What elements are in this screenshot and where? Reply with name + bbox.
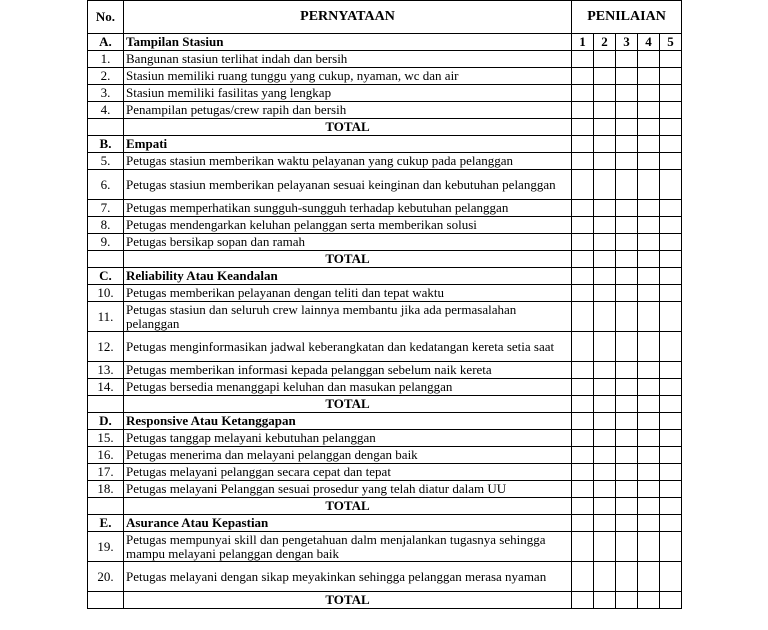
item-statement: Bangunan stasiun terlihat indah dan bersih bbox=[124, 51, 572, 68]
rating-cell[interactable] bbox=[594, 170, 616, 200]
rating-cell[interactable] bbox=[638, 285, 660, 302]
item-number: 18. bbox=[88, 481, 124, 498]
item-statement: Petugas bersikap sopan dan ramah bbox=[124, 234, 572, 251]
rating-cell[interactable] bbox=[572, 234, 594, 251]
header-no: No. bbox=[88, 1, 124, 34]
rating-cell[interactable] bbox=[572, 51, 594, 68]
rating-cell[interactable] bbox=[638, 592, 660, 609]
total-label: TOTAL bbox=[124, 592, 572, 609]
section-letter: C. bbox=[88, 268, 124, 285]
score-label: 4 bbox=[638, 34, 660, 51]
item-statement: Petugas stasiun memberikan waktu pelayanan yang cukup pada pelanggan bbox=[124, 153, 572, 170]
section-row bbox=[88, 34, 682, 51]
rating-cell[interactable] bbox=[616, 515, 638, 532]
rating-cell[interactable] bbox=[660, 396, 682, 413]
item-number: 12. bbox=[88, 332, 124, 362]
rating-cell[interactable] bbox=[594, 217, 616, 234]
rating-cell[interactable] bbox=[638, 268, 660, 285]
rating-cell[interactable] bbox=[660, 481, 682, 498]
total-label: TOTAL bbox=[124, 251, 572, 268]
rating-cell[interactable] bbox=[616, 430, 638, 447]
rating-cell[interactable] bbox=[594, 413, 616, 430]
table-row bbox=[88, 170, 682, 200]
rating-cell[interactable] bbox=[638, 396, 660, 413]
rating-cell[interactable] bbox=[660, 562, 682, 592]
rating-cell[interactable] bbox=[660, 498, 682, 515]
rating-cell[interactable] bbox=[616, 464, 638, 481]
rating-cell[interactable] bbox=[660, 136, 682, 153]
rating-cell[interactable] bbox=[616, 396, 638, 413]
rating-cell[interactable] bbox=[594, 498, 616, 515]
total-blank bbox=[88, 592, 124, 609]
rating-cell[interactable] bbox=[594, 515, 616, 532]
rating-cell[interactable] bbox=[638, 68, 660, 85]
survey-table bbox=[87, 0, 682, 609]
table-row bbox=[88, 200, 682, 217]
rating-cell[interactable] bbox=[572, 396, 594, 413]
rating-cell[interactable] bbox=[660, 234, 682, 251]
total-blank bbox=[88, 251, 124, 268]
table-row bbox=[88, 302, 682, 332]
rating-cell[interactable] bbox=[572, 136, 594, 153]
rating-cell[interactable] bbox=[594, 396, 616, 413]
rating-cell[interactable] bbox=[594, 153, 616, 170]
rating-cell[interactable] bbox=[594, 200, 616, 217]
rating-cell[interactable] bbox=[616, 332, 638, 362]
rating-cell[interactable] bbox=[616, 285, 638, 302]
rating-cell[interactable] bbox=[594, 268, 616, 285]
rating-cell[interactable] bbox=[660, 200, 682, 217]
rating-cell[interactable] bbox=[660, 170, 682, 200]
rating-cell[interactable] bbox=[572, 102, 594, 119]
section-title: Asurance Atau Kepastian bbox=[124, 515, 572, 532]
rating-cell[interactable] bbox=[616, 268, 638, 285]
table-row bbox=[88, 51, 682, 68]
rating-cell[interactable] bbox=[638, 447, 660, 464]
rating-cell[interactable] bbox=[594, 234, 616, 251]
rating-cell[interactable] bbox=[616, 170, 638, 200]
item-number: 15. bbox=[88, 430, 124, 447]
rating-cell[interactable] bbox=[660, 153, 682, 170]
rating-cell[interactable] bbox=[616, 302, 638, 332]
table-header-row bbox=[88, 1, 682, 34]
rating-cell[interactable] bbox=[638, 515, 660, 532]
item-number: 14. bbox=[88, 379, 124, 396]
score-label: 5 bbox=[660, 34, 682, 51]
rating-cell[interactable] bbox=[660, 119, 682, 136]
score-label: 2 bbox=[594, 34, 616, 51]
total-row bbox=[88, 251, 682, 268]
rating-cell[interactable] bbox=[660, 515, 682, 532]
rating-cell[interactable] bbox=[638, 119, 660, 136]
item-statement: Petugas mempunyai skill dan pengetahuan dalm menjalankan tugasnya sehingga mampu melayani pelanggan dengan baik bbox=[124, 532, 572, 562]
item-number: 11. bbox=[88, 302, 124, 332]
rating-cell[interactable] bbox=[572, 447, 594, 464]
rating-cell[interactable] bbox=[572, 498, 594, 515]
score-label: 3 bbox=[616, 34, 638, 51]
rating-cell[interactable] bbox=[594, 102, 616, 119]
rating-cell[interactable] bbox=[660, 332, 682, 362]
rating-cell[interactable] bbox=[660, 532, 682, 562]
item-number: 5. bbox=[88, 153, 124, 170]
rating-cell[interactable] bbox=[594, 302, 616, 332]
rating-cell[interactable] bbox=[572, 379, 594, 396]
rating-cell[interactable] bbox=[594, 251, 616, 268]
item-number: 2. bbox=[88, 68, 124, 85]
table-row bbox=[88, 532, 682, 562]
item-statement: Petugas tanggap melayani kebutuhan pelanggan bbox=[124, 430, 572, 447]
total-label: TOTAL bbox=[124, 498, 572, 515]
rating-cell[interactable] bbox=[594, 562, 616, 592]
item-statement: Petugas menginformasikan jadwal keberangkatan dan kedatangan kereta setia saat bbox=[124, 332, 572, 362]
rating-cell[interactable] bbox=[616, 532, 638, 562]
rating-cell[interactable] bbox=[616, 102, 638, 119]
rating-cell[interactable] bbox=[660, 51, 682, 68]
item-number: 20. bbox=[88, 562, 124, 592]
header-statement: PERNYATAAN bbox=[124, 1, 572, 34]
rating-cell[interactable] bbox=[638, 234, 660, 251]
total-blank bbox=[88, 119, 124, 136]
item-number: 17. bbox=[88, 464, 124, 481]
table-row bbox=[88, 234, 682, 251]
rating-cell[interactable] bbox=[594, 592, 616, 609]
section-row bbox=[88, 268, 682, 285]
item-statement: Petugas memperhatikan sungguh-sungguh terhadap kebutuhan pelanggan bbox=[124, 200, 572, 217]
rating-cell[interactable] bbox=[572, 413, 594, 430]
rating-cell[interactable] bbox=[572, 68, 594, 85]
rating-cell[interactable] bbox=[638, 153, 660, 170]
rating-cell[interactable] bbox=[572, 515, 594, 532]
rating-cell[interactable] bbox=[660, 302, 682, 332]
rating-cell[interactable] bbox=[616, 153, 638, 170]
rating-cell[interactable] bbox=[616, 498, 638, 515]
rating-cell[interactable] bbox=[594, 85, 616, 102]
item-statement: Petugas bersedia menanggapi keluhan dan masukan pelanggan bbox=[124, 379, 572, 396]
item-number: 1. bbox=[88, 51, 124, 68]
section-row bbox=[88, 515, 682, 532]
header-rating: PENILAIAN bbox=[572, 1, 682, 34]
rating-cell[interactable] bbox=[572, 464, 594, 481]
rating-cell[interactable] bbox=[638, 532, 660, 562]
rating-cell[interactable] bbox=[572, 251, 594, 268]
item-number: 4. bbox=[88, 102, 124, 119]
rating-cell[interactable] bbox=[616, 234, 638, 251]
section-letter: D. bbox=[88, 413, 124, 430]
total-row bbox=[88, 119, 682, 136]
rating-cell[interactable] bbox=[660, 85, 682, 102]
table-row bbox=[88, 217, 682, 234]
rating-cell[interactable] bbox=[616, 136, 638, 153]
rating-cell[interactable] bbox=[572, 592, 594, 609]
rating-cell[interactable] bbox=[594, 136, 616, 153]
rating-cell[interactable] bbox=[638, 379, 660, 396]
section-letter: A. bbox=[88, 34, 124, 51]
rating-cell[interactable] bbox=[594, 68, 616, 85]
rating-cell[interactable] bbox=[594, 332, 616, 362]
item-statement: Petugas mendengarkan keluhan pelanggan serta memberikan solusi bbox=[124, 217, 572, 234]
item-number: 7. bbox=[88, 200, 124, 217]
rating-cell[interactable] bbox=[572, 200, 594, 217]
table-row bbox=[88, 481, 682, 498]
rating-cell[interactable] bbox=[660, 102, 682, 119]
rating-cell[interactable] bbox=[660, 430, 682, 447]
rating-cell[interactable] bbox=[572, 481, 594, 498]
table-row bbox=[88, 562, 682, 592]
rating-cell[interactable] bbox=[594, 447, 616, 464]
item-statement: Petugas memberikan pelayanan dengan teliti dan tepat waktu bbox=[124, 285, 572, 302]
rating-cell[interactable] bbox=[660, 379, 682, 396]
rating-cell[interactable] bbox=[660, 362, 682, 379]
table-row bbox=[88, 430, 682, 447]
item-number: 16. bbox=[88, 447, 124, 464]
rating-cell[interactable] bbox=[660, 68, 682, 85]
rating-cell[interactable] bbox=[660, 413, 682, 430]
rating-cell[interactable] bbox=[594, 532, 616, 562]
score-label: 1 bbox=[572, 34, 594, 51]
rating-cell[interactable] bbox=[572, 362, 594, 379]
rating-cell[interactable] bbox=[616, 68, 638, 85]
item-number: 9. bbox=[88, 234, 124, 251]
section-title: Empati bbox=[124, 136, 572, 153]
rating-cell[interactable] bbox=[616, 413, 638, 430]
table-row bbox=[88, 362, 682, 379]
rating-cell[interactable] bbox=[572, 532, 594, 562]
rating-cell[interactable] bbox=[660, 251, 682, 268]
rating-cell[interactable] bbox=[616, 200, 638, 217]
rating-cell[interactable] bbox=[616, 379, 638, 396]
rating-cell[interactable] bbox=[616, 481, 638, 498]
rating-cell[interactable] bbox=[660, 447, 682, 464]
section-row bbox=[88, 413, 682, 430]
total-label: TOTAL bbox=[124, 396, 572, 413]
item-number: 19. bbox=[88, 532, 124, 562]
rating-cell[interactable] bbox=[616, 251, 638, 268]
rating-cell[interactable] bbox=[616, 447, 638, 464]
table-row bbox=[88, 85, 682, 102]
rating-cell[interactable] bbox=[638, 170, 660, 200]
item-statement: Petugas melayani pelanggan secara cepat dan tepat bbox=[124, 464, 572, 481]
rating-cell[interactable] bbox=[594, 464, 616, 481]
item-statement: Petugas memberikan informasi kepada pelanggan sebelum naik kereta bbox=[124, 362, 572, 379]
table-row bbox=[88, 102, 682, 119]
rating-cell[interactable] bbox=[638, 430, 660, 447]
rating-cell[interactable] bbox=[638, 481, 660, 498]
rating-cell[interactable] bbox=[616, 85, 638, 102]
rating-cell[interactable] bbox=[660, 268, 682, 285]
total-label: TOTAL bbox=[124, 119, 572, 136]
rating-cell[interactable] bbox=[638, 362, 660, 379]
rating-cell[interactable] bbox=[572, 268, 594, 285]
item-statement: Petugas melayani Pelanggan sesuai prosedur yang telah diatur dalam UU bbox=[124, 481, 572, 498]
table-row bbox=[88, 68, 682, 85]
rating-cell[interactable] bbox=[594, 119, 616, 136]
total-blank bbox=[88, 498, 124, 515]
rating-cell[interactable] bbox=[572, 217, 594, 234]
table-row bbox=[88, 379, 682, 396]
rating-cell[interactable] bbox=[572, 153, 594, 170]
item-number: 13. bbox=[88, 362, 124, 379]
item-statement: Petugas menerima dan melayani pelanggan dengan baik bbox=[124, 447, 572, 464]
rating-cell[interactable] bbox=[638, 251, 660, 268]
item-number: 10. bbox=[88, 285, 124, 302]
item-number: 3. bbox=[88, 85, 124, 102]
item-number: 8. bbox=[88, 217, 124, 234]
table-row bbox=[88, 153, 682, 170]
rating-cell[interactable] bbox=[594, 51, 616, 68]
total-row bbox=[88, 396, 682, 413]
item-statement: Penampilan petugas/crew rapih dan bersih bbox=[124, 102, 572, 119]
section-letter: E. bbox=[88, 515, 124, 532]
rating-cell[interactable] bbox=[616, 217, 638, 234]
rating-cell[interactable] bbox=[594, 430, 616, 447]
rating-cell[interactable] bbox=[572, 119, 594, 136]
rating-cell[interactable] bbox=[638, 136, 660, 153]
total-blank bbox=[88, 396, 124, 413]
total-row bbox=[88, 498, 682, 515]
table-row bbox=[88, 464, 682, 481]
section-title: Responsive Atau Ketanggapan bbox=[124, 413, 572, 430]
rating-cell[interactable] bbox=[638, 332, 660, 362]
rating-cell[interactable] bbox=[638, 51, 660, 68]
rating-cell[interactable] bbox=[616, 119, 638, 136]
rating-cell[interactable] bbox=[660, 217, 682, 234]
rating-cell[interactable] bbox=[638, 464, 660, 481]
rating-cell[interactable] bbox=[638, 413, 660, 430]
rating-cell[interactable] bbox=[572, 332, 594, 362]
rating-cell[interactable] bbox=[616, 362, 638, 379]
item-statement: Petugas stasiun dan seluruh crew lainnya membantu jika ada permasalahan pelanggan bbox=[124, 302, 572, 332]
table-row bbox=[88, 447, 682, 464]
rating-cell[interactable] bbox=[638, 217, 660, 234]
rating-cell[interactable] bbox=[572, 430, 594, 447]
rating-cell[interactable] bbox=[638, 85, 660, 102]
rating-cell[interactable] bbox=[572, 302, 594, 332]
rating-cell[interactable] bbox=[572, 170, 594, 200]
rating-cell[interactable] bbox=[638, 562, 660, 592]
rating-cell[interactable] bbox=[572, 285, 594, 302]
rating-cell[interactable] bbox=[616, 51, 638, 68]
rating-cell[interactable] bbox=[594, 481, 616, 498]
rating-cell[interactable] bbox=[594, 285, 616, 302]
rating-cell[interactable] bbox=[594, 379, 616, 396]
rating-cell[interactable] bbox=[660, 592, 682, 609]
total-row bbox=[88, 592, 682, 609]
rating-cell[interactable] bbox=[638, 498, 660, 515]
rating-cell[interactable] bbox=[616, 592, 638, 609]
item-statement: Petugas stasiun memberikan pelayanan sesuai keinginan dan kebutuhan pelanggan bbox=[124, 170, 572, 200]
rating-cell[interactable] bbox=[572, 85, 594, 102]
item-number: 6. bbox=[88, 170, 124, 200]
rating-cell[interactable] bbox=[638, 200, 660, 217]
table-row bbox=[88, 285, 682, 302]
rating-cell[interactable] bbox=[638, 102, 660, 119]
rating-cell[interactable] bbox=[594, 362, 616, 379]
rating-cell[interactable] bbox=[638, 302, 660, 332]
section-row bbox=[88, 136, 682, 153]
section-letter: B. bbox=[88, 136, 124, 153]
item-statement: Stasiun memiliki ruang tunggu yang cukup, nyaman, wc dan air bbox=[124, 68, 572, 85]
rating-cell[interactable] bbox=[660, 285, 682, 302]
rating-cell[interactable] bbox=[660, 464, 682, 481]
table-row bbox=[88, 332, 682, 362]
item-statement: Petugas melayani dengan sikap meyakinkan sehingga pelanggan merasa nyaman bbox=[124, 562, 572, 592]
rating-cell[interactable] bbox=[616, 562, 638, 592]
section-title: Reliability Atau Keandalan bbox=[124, 268, 572, 285]
item-statement: Stasiun memiliki fasilitas yang lengkap bbox=[124, 85, 572, 102]
rating-cell[interactable] bbox=[572, 562, 594, 592]
section-title: Tampilan Stasiun bbox=[124, 34, 572, 51]
